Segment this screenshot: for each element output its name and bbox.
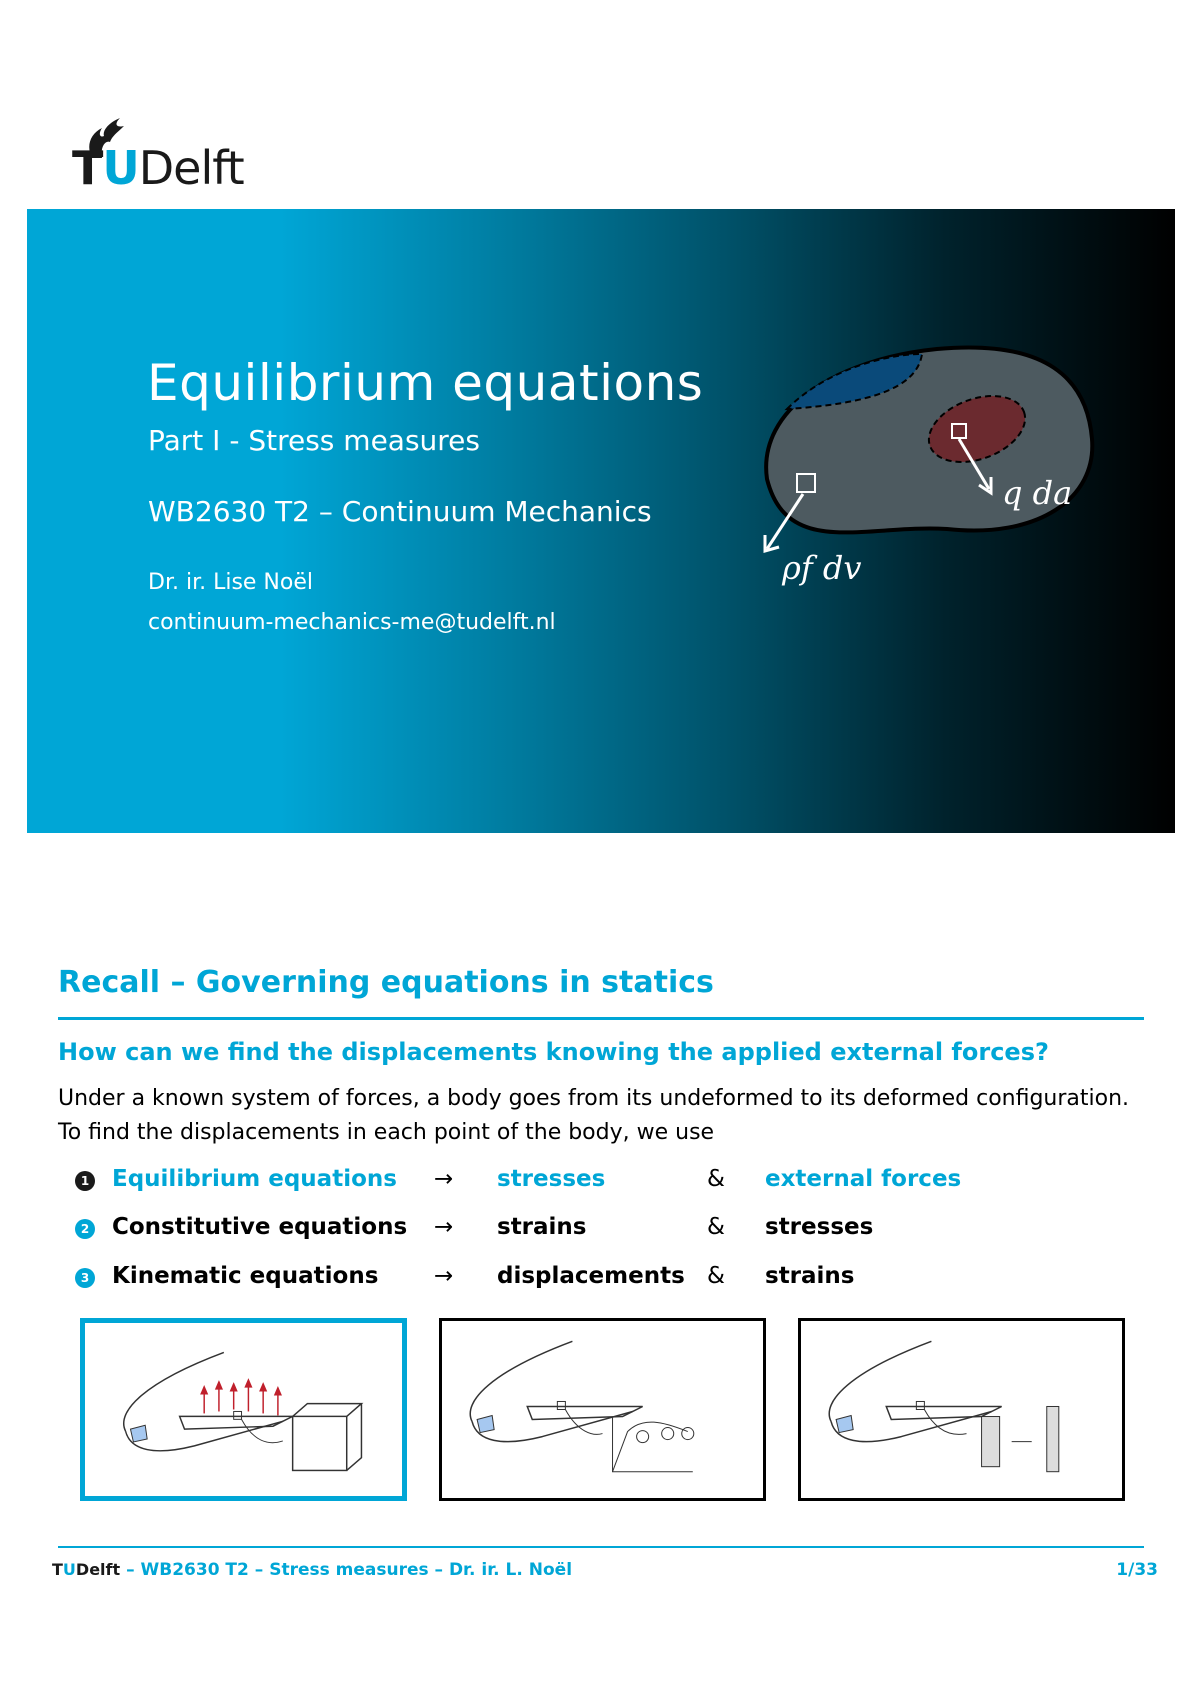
tudelft-logo <box>72 112 282 195</box>
equation-item-kinematic <box>72 1263 1072 1299</box>
intro-line-1: Under a known system of forces, a body goes from its undeformed to its deformed configuration. <box>58 1086 1130 1111</box>
footer-text: – WB2630 T2 – Stress measures – Dr. ir. L. Noël <box>120 1560 573 1580</box>
slide-question: How can we find the displacements knowing the applied external forces? <box>58 1038 1049 1066</box>
ampersand: & <box>707 1214 725 1240</box>
aircraft-forces-illustration <box>85 1323 402 1496</box>
equation-name: Constitutive equations <box>112 1214 408 1240</box>
panel-equilibrium <box>80 1318 407 1501</box>
relates-b: stresses <box>765 1214 874 1240</box>
panel-kinematic <box>798 1318 1125 1501</box>
equation-item-constitutive <box>72 1214 1072 1250</box>
area-force-label: q da <box>1002 474 1073 512</box>
volume-force-label: ρf dv <box>782 549 862 587</box>
relates-a: displacements <box>497 1263 685 1289</box>
title-banner <box>27 209 1175 833</box>
bullet-number: 3 <box>75 1268 95 1288</box>
panel-constitutive <box>439 1318 766 1501</box>
aircraft-deformation-illustration <box>801 1321 1122 1498</box>
footer-logo: TUDelft <box>52 1560 121 1579</box>
title-divider <box>58 1017 1144 1020</box>
footer-divider <box>58 1546 1144 1548</box>
aircraft-stress-strain-illustration <box>442 1321 763 1498</box>
relates-a: strains <box>497 1214 587 1240</box>
arrow-icon: → <box>434 1166 454 1192</box>
relates-b: external forces <box>765 1166 962 1192</box>
bullet-number: 2 <box>75 1219 95 1239</box>
intro-line-2: To find the displacements in each point of the body, we use <box>58 1120 715 1145</box>
equation-item-equilibrium <box>72 1166 1072 1202</box>
author-name: Dr. ir. Lise Noël <box>148 570 313 595</box>
presentation-subtitle: Part I - Stress measures <box>148 424 480 457</box>
page-number: 1/33 <box>1116 1560 1158 1580</box>
slide-footer <box>52 1560 572 1580</box>
body-forces-illustration <box>747 329 1167 649</box>
slide-title: Recall – Governing equations in statics <box>58 965 714 1000</box>
contact-email: continuum-mechanics-me@tudelft.nl <box>148 610 556 635</box>
presentation-title: Equilibrium equations <box>147 354 704 412</box>
arrow-icon: → <box>434 1214 454 1240</box>
logo-wordmark: TUDelft <box>72 141 244 195</box>
ampersand: & <box>707 1263 725 1289</box>
course-name: WB2630 T2 – Continuum Mechanics <box>148 495 652 528</box>
relates-a: stresses <box>497 1166 606 1192</box>
equation-name: Kinematic equations <box>112 1263 379 1289</box>
bullet-number: 1 <box>75 1171 95 1191</box>
ampersand: & <box>707 1166 725 1192</box>
equation-name: Equilibrium equations <box>112 1166 397 1192</box>
arrow-icon: → <box>434 1263 454 1289</box>
relates-b: strains <box>765 1263 855 1289</box>
